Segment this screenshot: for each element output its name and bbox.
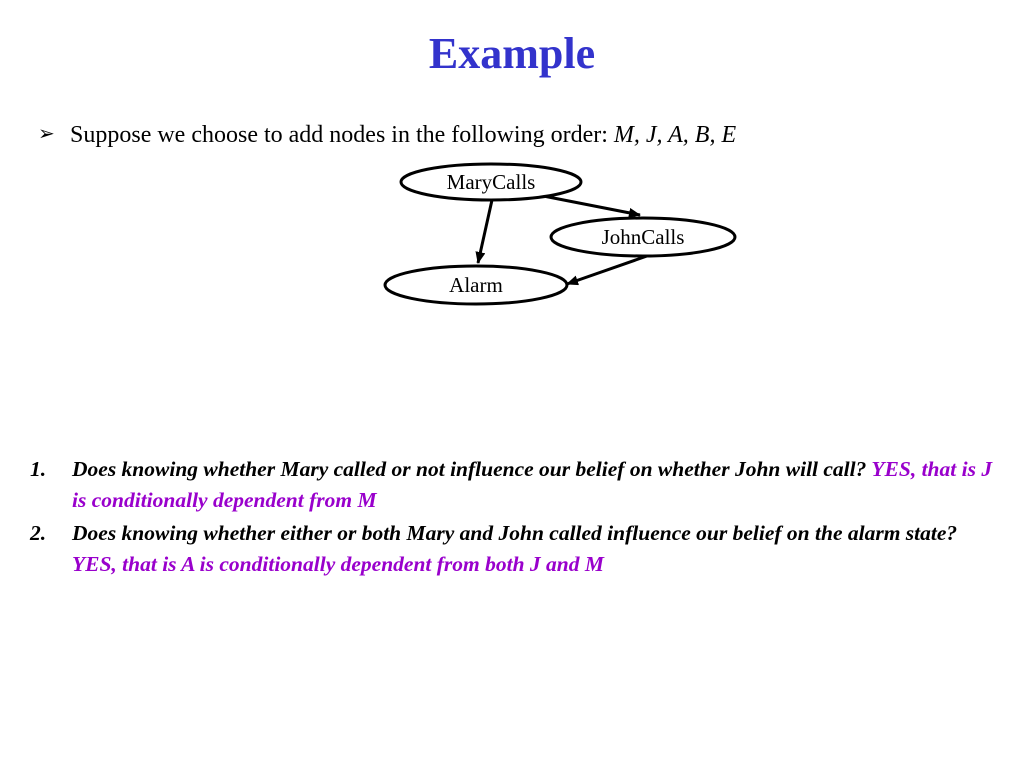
node-label-marycalls: MaryCalls [446, 170, 536, 194]
edge-mary-alarm [478, 200, 492, 263]
slide-title: Example [428, 29, 596, 78]
question-number: 1. [30, 457, 47, 481]
edge-john-alarm [567, 256, 647, 284]
question-text: Does knowing whether Mary called or not influence our belief on whether John will call? [72, 457, 867, 481]
arrow-bullet-icon: ➢ [38, 123, 55, 145]
answer-text: YES, that is J is conditionally dependent from M [72, 457, 993, 512]
question-text: Does knowing whether either or both Mary and John called influence our belief on the alarm state? [72, 521, 958, 545]
answer-text: YES, that is A is conditionally dependent from both J and M [72, 552, 605, 576]
node-label-johncalls: JohnCalls [601, 225, 685, 249]
question-item [30, 518, 1000, 580]
question-item [30, 454, 1000, 516]
node-alarm [385, 266, 567, 304]
node-marycalls [401, 164, 581, 200]
question-number: 2. [30, 521, 47, 545]
bullet-text: Suppose we choose to add nodes in the following order: [70, 122, 614, 148]
node-johncalls [551, 218, 735, 256]
question-list [30, 454, 1000, 582]
node-order: M, J, A, B, E [613, 122, 737, 148]
node-label-alarm: Alarm [449, 273, 503, 297]
